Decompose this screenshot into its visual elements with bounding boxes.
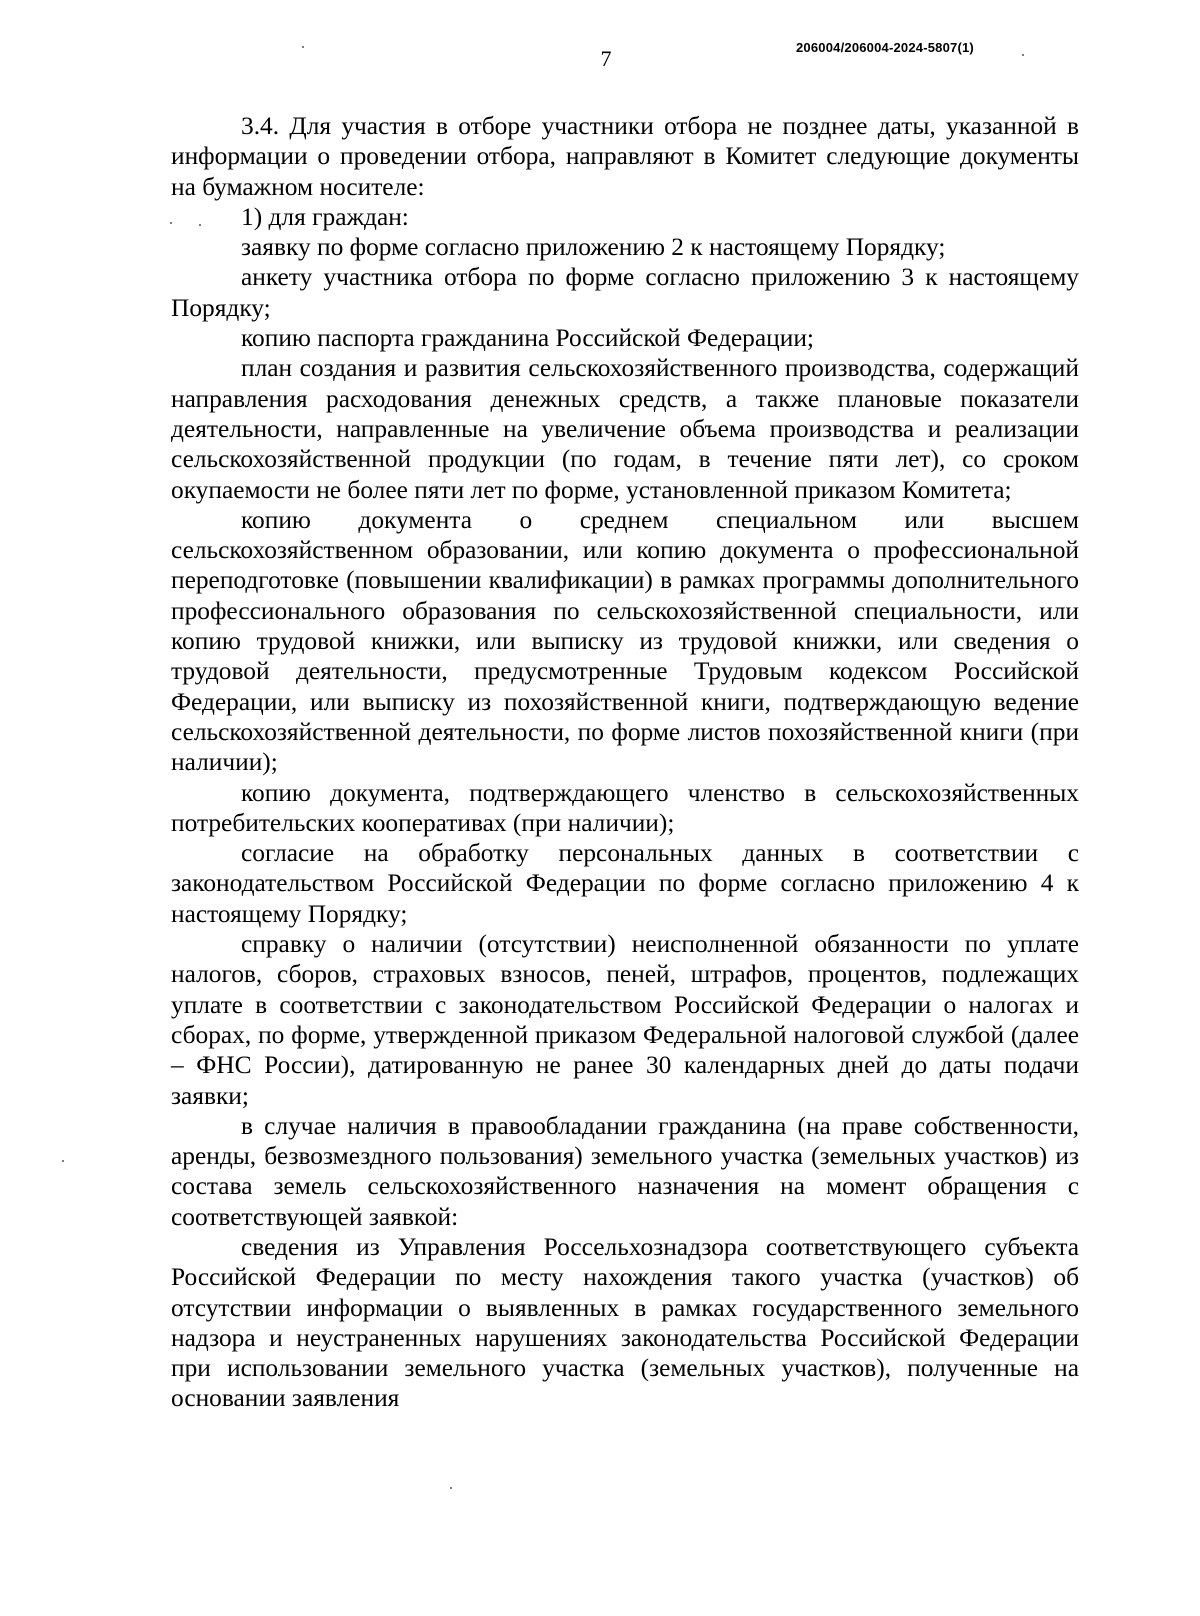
paragraph-application: заявку по форме согласно приложению 2 к настоящему Порядку; [241,233,946,262]
paragraph-development-plan: план создания и развития сельскохозяйственного производства, содержащий направления расходования денежных средств, а также плановые показатели деятельности, направленные на увеличение объема производства и реализации сельскохозяйственной продукции (по годам, в течение пяти лет), со сроком окупаемости не более пяти лет по форме, установленной приказом Комитета; [171,354,1079,504]
scan-speck [62,1160,64,1162]
paragraph-questionnaire: анкету участника отбора по форме согласно приложению 3 к настоящему Порядку; [171,263,1079,322]
paragraph-rosselkhoznadzor-info: сведения из Управления Россельхознадзора соответствующего субъекта Российской Федерации по месту нахождения такого участка (участков) об отсутствии информации о выявленных в рамках государственного земельного надзора и неустраненных нарушениях законодательства Российской Федерации при использовании земельного участка (земельных участков), полученные на основании заявления [171,1232,1079,1413]
paragraph-land-ownership: в случае наличия в правообладании гражданина (на праве собственности, аренды, безвозмездного пользования) земельного участка (земельных участков) из состава земель сельскохозяйственного назначения на момент обращения с соответствующей заявкой: [171,1111,1079,1231]
scan-speck [199,224,201,226]
paragraph-education-documents: копию документа о среднем специальном или высшем сельскохозяйственном образовании, или копию документа о профессиональной переподготовке (повышении квалификации) в рамках программы дополнительного профессионального образования по сельскохозяйственной специальности, или копию трудовой книжки, или выписку из трудовой книжки, или сведения о трудовой деятельности, предусмотренные Трудовым кодексом Российской Федерации, или выписку из похозяйственной книги, подтверждающую ведение сельскохозяйственной деятельности, по форме листов похозяйственной книги (при наличии); [171,505,1079,777]
scan-speck [450,1487,452,1489]
scan-speck [1022,54,1024,56]
document-id: 206004/206004-2024-5807(1) [796,40,974,55]
paragraph-citizens-heading: 1) для граждан: [241,202,409,231]
paragraph-personal-data-consent: согласие на обработку персональных данных в соответствии с законодательством Российской Федерации по форме согласно приложению 4 к настоящему Порядку; [171,839,1079,928]
paragraph-passport: копию паспорта гражданина Российской Федерации; [241,324,814,353]
document-body [171,111,1079,1414]
paragraph-cooperative-membership: копию документа, подтверждающего членство в сельскохозяйственных потребительских кооперативах (при наличии); [171,778,1079,837]
page-number: 7 [600,46,612,71]
scan-speck [302,46,304,48]
scan-speck [170,222,172,224]
paragraph-3-4: 3.4. Для участия в отборе участники отбора не позднее даты, указанной в информации о проведении отбора, направляют в Комитет следующие документы на бумажном носителе: [171,112,1079,201]
paragraph-tax-certificate: справку о наличии (отсутствии) неисполненной обязанности по уплате налогов, сборов, страховых взносов, пеней, штрафов, процентов, подлежащих уплате в соответствии с законодательством Российской Федерации о налогах и сборах, по форме, утвержденной приказом Федеральной налоговой службой (далее – ФНС России), датированную не ранее 30 календарных дней до даты подачи заявки; [171,930,1079,1110]
